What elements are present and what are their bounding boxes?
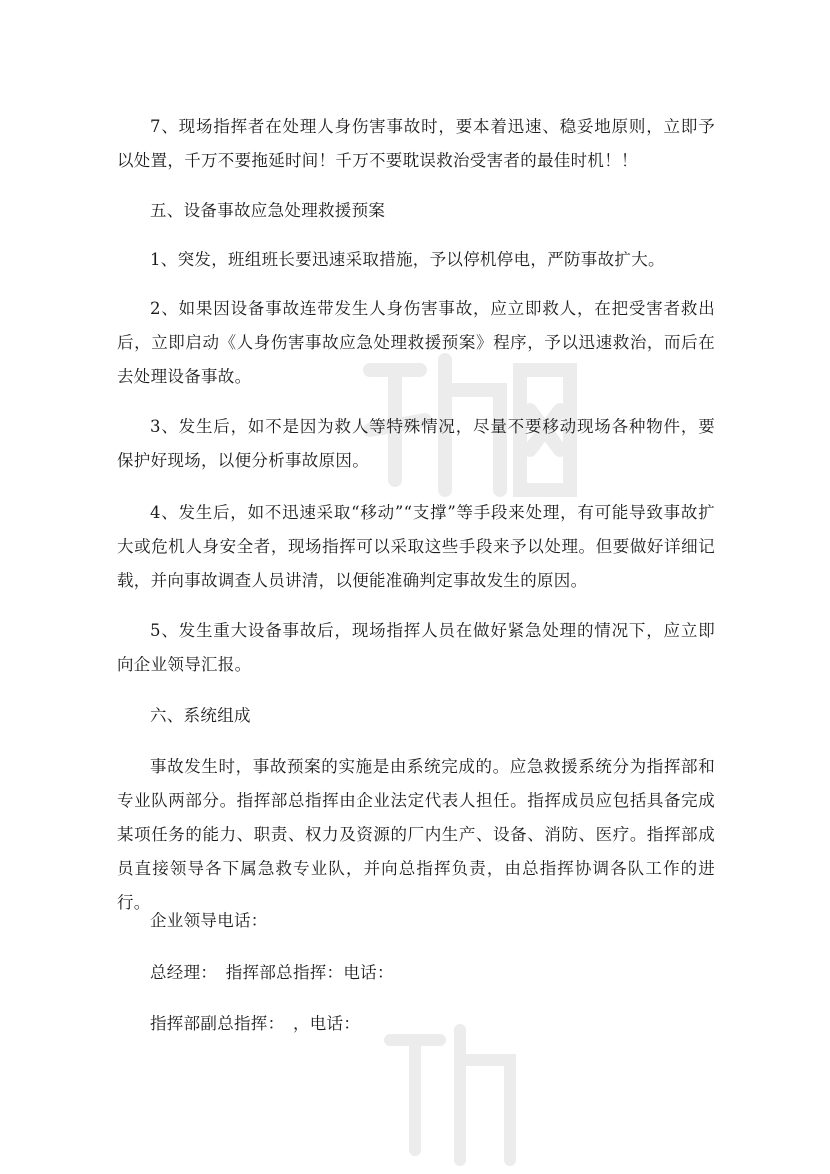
section-heading-system-composition: 六、系统组成 [150, 706, 251, 725]
paragraph-4-move-support-measures: 4、发生后，如不迅速采取“移动”“支撑”等手段来处理，有可能导致事故扩大或危机人身安全者，现场指挥可以采取这些手段来予以处理。但要做好详细记载，并向事故调查人员讲清，以便能准确判定事故发生的原因。 [117, 503, 715, 590]
paragraph-general-manager-phone: 总经理： 指挥部总指挥：电话： [150, 963, 394, 982]
paragraph-2-injury-with-equipment: 2、如果因设备事故连带发生人身伤害事故，应立即救人，在把受害者救出后，立即启动《人身伤害事故应急处理救援预案》程序，予以迅速救治，而后在去处理设备事故。 [117, 299, 715, 386]
paragraph-system-description: 事故发生时，事故预案的实施是由系统完成的。应急救援系统分为指挥部和专业队两部分。指挥部总指挥由企业法定代表人担任。指挥成员应包括具备完成某项任务的能力、职责、权力及资源的厂内生产、设备、消防、医疗。指挥部成员直接领导各下属急救专业队，并向总指挥负责，由总指挥协调各队工作的进行。 [117, 757, 715, 912]
paragraph-5-report-to-leadership: 5、发生重大设备事故后，现场指挥人员在做好紧急处理的情况下，应立即向企业领导汇报。 [117, 621, 715, 674]
paragraph-deputy-commander-phone: 指挥部副总指挥： ，电话： [150, 1014, 361, 1033]
paragraph-1-sudden-accident: 1、突发，班组班长要迅速采取措施，予以停机停电，严防事故扩大。 [150, 250, 665, 269]
paragraph-3-protect-scene: 3、发生后，如不是因为救人等特殊情况，尽量不要移动现场各种物件，要保护好现场，以便分析事故原因。 [117, 417, 715, 470]
paragraph-7-personal-injury-handling: 7、现场指挥者在处理人身伤害事故时，要本着迅速、稳妥地原则，立即予以处置，千万不要拖延时间！千万不要耽误救治受害者的最佳时机！！ [117, 117, 715, 170]
section-heading-equipment-accident-plan: 五、设备事故应急处理救援预案 [150, 201, 386, 220]
paragraph-leader-phone: 企业领导电话： [150, 911, 268, 930]
